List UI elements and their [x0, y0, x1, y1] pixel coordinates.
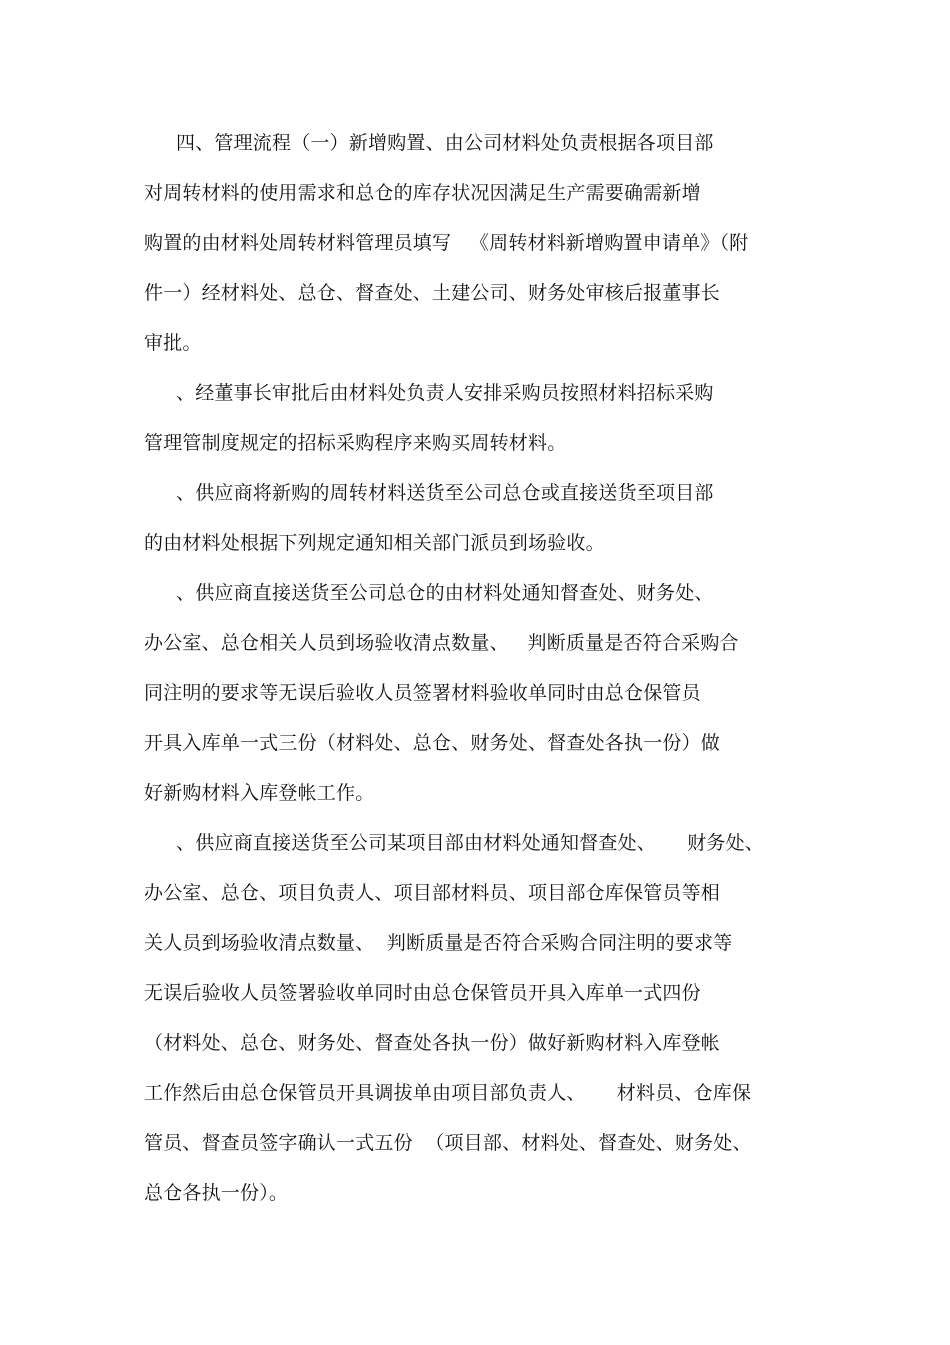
paragraph-5-line-7: 管员、督查员签字确认一式五份 （项目部、材料处、督查处、财务处、: [144, 1132, 752, 1154]
paragraph-2-line-1: 、经董事长审批后由材料处负责人安排采购员按照材料招标采购: [176, 382, 714, 404]
paragraph-2-line-2: 管理管制度规定的招标采购程序来购买周转材料。: [144, 432, 567, 454]
paragraph-5-line-1: 、供应商直接送货至公司某项目部由材料处通知督查处、 财务处、: [176, 832, 764, 854]
paragraph-5-line-8: 总仓各执一份）。: [144, 1182, 289, 1204]
paragraph-5-line-5: （材料处、总仓、财务处、督查处各执一份）做好新购材料入库登帐: [144, 1032, 721, 1054]
paragraph-5-line-4: 无误后验收人员签署验收单同时由总仓保管员开具入库单一式四份: [144, 982, 701, 1004]
paragraph-1-line-3: 购置的由材料处周转材料管理员填写 《周转材料新增购置申请单》（附: [144, 232, 749, 254]
paragraph-3-line-2: 的由材料处根据下列规定通知相关部门派员到场验收。: [144, 532, 605, 554]
paragraph-1-line-4: 件一）经材料处、总仓、督查处、土建公司、财务处审核后报董事长: [144, 282, 721, 304]
paragraph-4-line-4: 开具入库单一式三份（材料处、总仓、财务处、督查处各执一份）做: [144, 732, 721, 754]
paragraph-5-line-6: 工作然后由总仓保管员开具调拔单由项目部负责人、 材料员、仓库保: [144, 1082, 752, 1104]
paragraph-4-line-1: 、供应商直接送货至公司总仓的由材料处通知督查处、财务处、: [176, 582, 714, 604]
paragraph-3-line-1: 、供应商将新购的周转材料送货至公司总仓或直接送货至项目部: [176, 482, 714, 504]
paragraph-4-line-3: 同注明的要求等无误后验收人员签署材料验收单同时由总仓保管员: [144, 682, 701, 704]
paragraph-1-line-2: 对周转材料的使用需求和总仓的库存状况因满足生产需要确需新增: [144, 182, 701, 204]
paragraph-5-line-3: 关人员到场验收清点数量、 判断质量是否符合采购合同注明的要求等: [144, 932, 733, 954]
paragraph-5-line-2: 办公室、总仓、项目负责人、项目部材料员、项目部仓库保管员等相: [144, 882, 721, 904]
paragraph-1-line-1: 四、管理流程（一）新增购置、由公司材料处负责根据各项目部: [176, 132, 714, 154]
paragraph-1-line-5: 审批。: [144, 332, 202, 354]
paragraph-4-line-2: 办公室、总仓相关人员到场验收清点数量、 判断质量是否符合采购合: [144, 632, 739, 654]
paragraph-4-line-5: 好新购材料入库登帐工作。: [144, 782, 375, 804]
